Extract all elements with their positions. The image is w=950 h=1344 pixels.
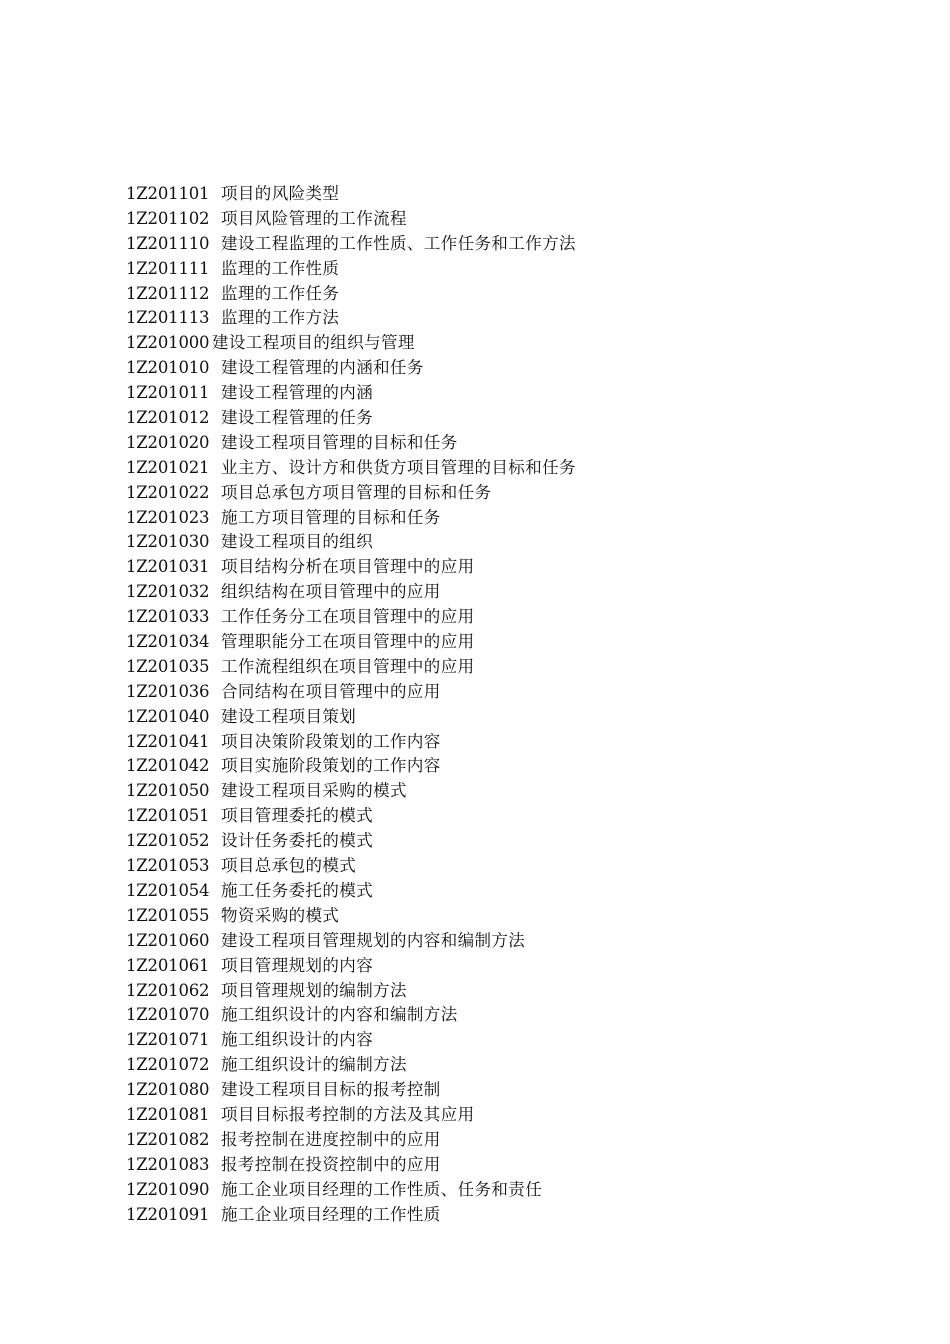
toc-title: 项目管理规划的内容: [221, 955, 374, 975]
toc-code: 1Z201022: [126, 482, 210, 502]
toc-entry: [126, 257, 886, 282]
toc-title: 项目实施阶段策划的工作内容: [221, 756, 441, 776]
toc-entry: [126, 705, 886, 730]
toc-entry: [126, 1028, 886, 1053]
toc-entry: [126, 1178, 886, 1203]
toc-code: 1Z201010: [126, 358, 210, 378]
toc-entry: [126, 306, 886, 331]
toc-entry: [126, 879, 886, 904]
toc-code: 1Z201033: [126, 607, 210, 627]
toc-entry: [126, 580, 886, 605]
toc-title: 项目管理规划的编制方法: [221, 980, 407, 1000]
toc-title: 施工任务委托的模式: [221, 880, 374, 900]
toc-title: 监理的工作性质: [221, 258, 340, 278]
toc-code: 1Z201053: [126, 856, 210, 876]
toc-code: 1Z201050: [126, 781, 210, 801]
toc-title: 建设工程项目的组织与管理: [212, 333, 415, 353]
toc-entry: [126, 431, 886, 456]
toc-title: 管理职能分工在项目管理中的应用: [221, 632, 475, 652]
toc-entry: [126, 506, 886, 531]
toc-code: 1Z201080: [126, 1080, 210, 1100]
toc-code: 1Z201082: [126, 1129, 210, 1149]
toc-title: 项目的风险类型: [221, 184, 340, 203]
toc-title: 物资采购的模式: [221, 905, 340, 925]
toc-entry: [126, 605, 886, 630]
toc-title: 施工方项目管理的目标和任务: [221, 507, 441, 527]
toc-entry: [126, 1053, 886, 1078]
toc-title: 建设工程项目管理的目标和任务: [221, 432, 458, 452]
toc-title: 建设工程项目目标的报考控制: [221, 1080, 441, 1100]
toc-title: 工作流程组织在项目管理中的应用: [221, 656, 475, 676]
toc-title: 建设工程管理的任务: [221, 408, 374, 428]
toc-code: 1Z201054: [126, 880, 210, 900]
toc-code: 1Z201036: [126, 681, 210, 701]
toc-title: 施工组织设计的编制方法: [221, 1055, 407, 1075]
toc-title: 建设工程监理的工作性质、工作任务和工作方法: [221, 233, 576, 253]
toc-entry: [126, 630, 886, 655]
toc-title: 项目风险管理的工作流程: [221, 208, 407, 228]
toc-code: 1Z201052: [126, 831, 210, 851]
toc-code: 1Z201062: [126, 980, 210, 1000]
toc-code: 1Z201090: [126, 1179, 210, 1199]
toc-code: 1Z201042: [126, 756, 210, 776]
toc-code: 1Z201071: [126, 1030, 210, 1050]
toc-title: 施工组织设计的内容和编制方法: [221, 1005, 458, 1025]
toc-entry: [126, 331, 886, 356]
toc-title: 建设工程项目管理规划的内容和编制方法: [221, 930, 526, 950]
toc-entry: [126, 655, 886, 680]
toc-code: 1Z201112: [126, 283, 210, 303]
toc-title: 工作任务分工在项目管理中的应用: [221, 607, 475, 627]
toc-title: 施工组织设计的内容: [221, 1030, 374, 1050]
toc-code: 1Z201083: [126, 1154, 210, 1174]
toc-title: 监理的工作方法: [221, 308, 340, 328]
toc-entry: [126, 680, 886, 705]
toc-title: 合同结构在项目管理中的应用: [221, 681, 441, 701]
toc-title: 项目目标报考控制的方法及其应用: [221, 1104, 475, 1124]
toc-title: 报考控制在进度控制中的应用: [221, 1129, 441, 1149]
toc-entry: [126, 530, 886, 555]
toc-code: 1Z201032: [126, 582, 210, 602]
toc-code: 1Z201012: [126, 408, 210, 428]
toc-code: 1Z201102: [126, 208, 210, 228]
toc-code: 1Z201113: [126, 308, 210, 328]
toc-entry: [126, 1153, 886, 1178]
table-of-contents: [126, 182, 886, 1227]
toc-entry: [126, 754, 886, 779]
toc-code: 1Z201000: [126, 333, 210, 353]
toc-code: 1Z201030: [126, 532, 210, 552]
toc-entry: [126, 456, 886, 481]
toc-entry: [126, 381, 886, 406]
toc-entry: [126, 555, 886, 580]
toc-title: 项目管理委托的模式: [221, 806, 374, 826]
toc-entry: [126, 356, 886, 381]
toc-entry: [126, 207, 886, 232]
toc-entry: [126, 804, 886, 829]
toc-title: 建设工程项目采购的模式: [221, 781, 407, 801]
toc-entry: [126, 232, 886, 257]
toc-title: 组织结构在项目管理中的应用: [221, 582, 441, 602]
toc-code: 1Z201020: [126, 432, 210, 452]
toc-entry: [126, 979, 886, 1004]
toc-entry: [126, 1128, 886, 1153]
toc-title: 建设工程项目的组织: [221, 532, 374, 552]
toc-code: 1Z201070: [126, 1005, 210, 1025]
toc-code: 1Z201061: [126, 955, 210, 975]
toc-title: 项目结构分析在项目管理中的应用: [221, 557, 475, 577]
toc-code: 1Z201081: [126, 1104, 210, 1124]
toc-title: 建设工程项目策划: [221, 706, 357, 726]
toc-entry: [126, 730, 886, 755]
toc-entry: [126, 1203, 886, 1228]
toc-title: 建设工程管理的内涵: [221, 383, 374, 403]
toc-code: 1Z201055: [126, 905, 210, 925]
toc-entry: [126, 1003, 886, 1028]
toc-title: 监理的工作任务: [221, 283, 340, 303]
toc-entry: [126, 406, 886, 431]
toc-entry: [126, 954, 886, 979]
toc-code: 1Z201051: [126, 806, 210, 826]
toc-title: 施工企业项目经理的工作性质: [221, 1204, 441, 1224]
toc-code: 1Z201035: [126, 656, 210, 676]
toc-entry: [126, 829, 886, 854]
toc-title: 设计任务委托的模式: [221, 831, 374, 851]
toc-code: 1Z201023: [126, 507, 210, 527]
toc-title: 施工企业项目经理的工作性质、任务和责任: [221, 1179, 543, 1199]
toc-code: 1Z201040: [126, 706, 210, 726]
toc-title: 业主方、设计方和供货方项目管理的目标和任务: [221, 457, 576, 477]
toc-title: 项目决策阶段策划的工作内容: [221, 731, 441, 751]
toc-entry: [126, 182, 886, 207]
toc-title: 建设工程管理的内涵和任务: [221, 358, 424, 378]
toc-title: 报考控制在投资控制中的应用: [221, 1154, 441, 1174]
toc-entry: [126, 904, 886, 929]
toc-code: 1Z201021: [126, 457, 210, 477]
toc-entry: [126, 1103, 886, 1128]
toc-code: 1Z201041: [126, 731, 210, 751]
toc-entry: [126, 282, 886, 307]
toc-entry: [126, 481, 886, 506]
toc-entry: [126, 929, 886, 954]
toc-code: 1Z201060: [126, 930, 210, 950]
toc-code: 1Z201110: [126, 233, 210, 253]
toc-code: 1Z201034: [126, 632, 210, 652]
toc-code: 1Z201091: [126, 1204, 210, 1224]
toc-title: 项目总承包方项目管理的目标和任务: [221, 482, 492, 502]
toc-code: 1Z201072: [126, 1055, 210, 1075]
toc-entry: [126, 854, 886, 879]
toc-entry: [126, 1078, 886, 1103]
toc-title: 项目总承包的模式: [221, 856, 357, 876]
toc-code: 1Z201101: [126, 184, 210, 203]
toc-entry: [126, 779, 886, 804]
toc-code: 1Z201111: [126, 258, 210, 278]
toc-code: 1Z201031: [126, 557, 210, 577]
toc-code: 1Z201011: [126, 383, 210, 403]
